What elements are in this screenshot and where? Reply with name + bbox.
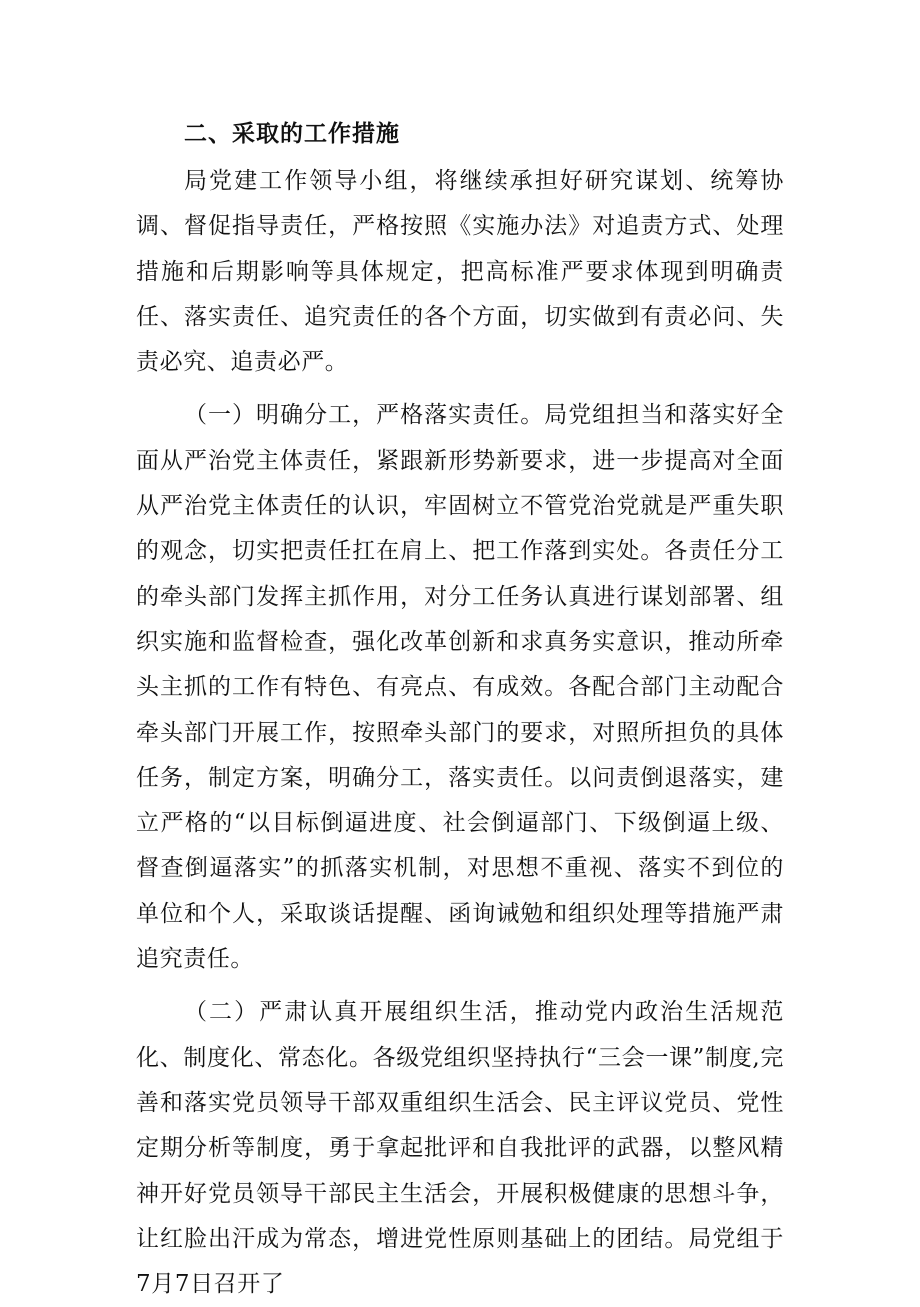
paragraph-organizational-life: （二）严肃认真开展组织生活，推动党内政治生活规范化、制度化、常态化。各级党组织坚持执行“三会一课”制度,完善和落实党员领导干部双重组织生活会、民主评议党员、党性定期分析等制度，勇于拿起批评和自我批评的武器，以整风精神开好党员领导干部民主生活会，开展积极健康的思想斗争，让红脸出汗成为常态，增进党性原则基础上的团结。局党组于7月7日召开了 <box>136 999 784 1298</box>
paragraph-intro: 局党建工作领导小组，将继续承担好研究谋划、统筹协调、督促指导责任，严格按照《实施办法》对追责方式、处理措施和后期影响等具体规定，把高标准严要求体现到明确责任、落实责任、追究责任的各个方面，切实做到有责必问、失责必究、追责必严。 <box>136 168 784 376</box>
section-heading: 二、采取的工作措施 <box>184 121 400 147</box>
paragraph-clear-division: （一）明确分工，严格落实责任。局党组担当和落实好全面从严治党主体责任，紧跟新形势新要求，进一步提高对全面从严治党主体责任的认识，牢固树立不管党治党就是严重失职的观念，切实把责任扛在肩上、把工作落到实处。各责任分工的牵头部门发挥主抓作用，对分工任务认真进行谋划部署、组织实施和监督检查，强化改革创新和求真务实意识，推动所牵头主抓的工作有特色、有亮点、有成效。各配合部门主动配合牵头部门开展工作，按照牵头部门的要求，对照所担负的具体任务，制定方案，明确分工，落实责任。以问责倒退落实，建立严格的“以目标倒逼进度、社会倒逼部门、下级倒逼上级、督查倒逼落实”的抓落实机制，对思想不重视、落实不到位的单位和个人，采取谈话提醒、函询诫勉和组织处理等措施严肃追究责任。 <box>136 402 784 973</box>
